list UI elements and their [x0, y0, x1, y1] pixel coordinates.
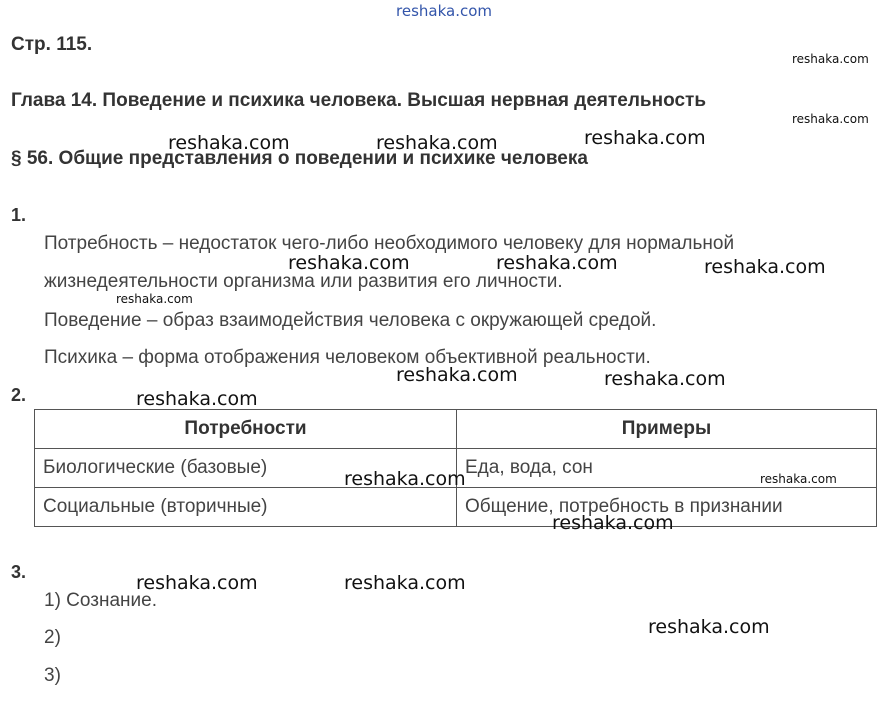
watermark: reshaka.com — [760, 472, 837, 486]
watermark: reshaka.com — [288, 252, 410, 274]
watermark: reshaka.com — [792, 52, 869, 66]
question-1-number: 1. — [11, 205, 27, 225]
table-cell: Общение, потребность в признании — [457, 488, 877, 527]
q1-line-3: Поведение – образ взаимодействия человека с окружающей средой. — [44, 310, 657, 331]
q1-line-1: Потребность – недостаток чего-либо необходимого человеку для нормальной — [44, 233, 735, 254]
watermark-top: reshaka.com — [396, 2, 492, 20]
watermark: reshaka.com — [552, 512, 674, 534]
watermark: reshaka.com — [116, 292, 193, 306]
page-reference: Стр. 115. — [11, 34, 93, 55]
q3-item-1: 1) Сознание. — [44, 590, 157, 611]
table-cell: Биологические (базовые) — [35, 449, 457, 488]
table-header-examples: Примеры — [457, 410, 877, 449]
question-2-number: 2. — [11, 385, 27, 405]
watermark: reshaka.com — [168, 132, 290, 154]
watermark: reshaka.com — [704, 256, 826, 278]
section-title: § 56. Общие представления о поведении и психике человека — [11, 148, 588, 169]
watermark: reshaka.com — [584, 127, 706, 149]
watermark: reshaka.com — [376, 132, 498, 154]
question-3-number: 3. — [11, 562, 27, 582]
watermark: reshaka.com — [136, 388, 258, 410]
table-header-needs: Потребности — [35, 410, 457, 449]
watermark: reshaka.com — [344, 572, 466, 594]
watermark: reshaka.com — [792, 112, 869, 126]
table-header-row — [35, 410, 877, 449]
watermark: reshaka.com — [496, 252, 618, 274]
q1-line-4: Психика – форма отображения человеком объективной реальности. — [44, 347, 651, 368]
table-row — [35, 488, 877, 527]
watermark: reshaka.com — [136, 572, 258, 594]
table-cell: Социальные (вторичные) — [35, 488, 457, 527]
q3-item-3: 3) — [44, 665, 61, 686]
watermark: reshaka.com — [604, 368, 726, 390]
q3-item-2: 2) — [44, 627, 61, 648]
chapter-title: Глава 14. Поведение и психика человека. Высшая нервная деятельность — [11, 90, 706, 111]
watermark: reshaka.com — [396, 364, 518, 386]
watermark: reshaka.com — [648, 616, 770, 638]
watermark: reshaka.com — [344, 468, 466, 490]
table-cell: Еда, вода, сон — [457, 449, 877, 488]
q1-line-2: жизнедеятельности организма или развития его личности. — [44, 271, 563, 292]
